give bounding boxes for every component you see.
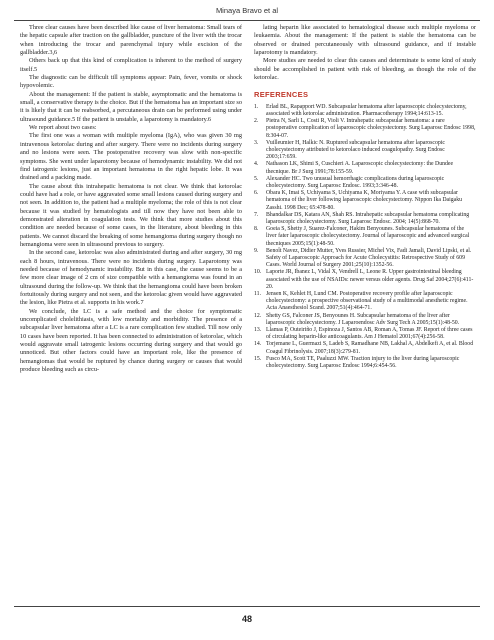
reference-item (254, 313, 476, 327)
references-heading: REFERENCES (254, 90, 309, 100)
reference-number: 3. (254, 139, 259, 146)
reference-text: Shetty GS, Falconer JS, Benyounes H. Subcapsular hematoma of the liver after laparoscopic cholecystectomy. J Laparoendosc Adv Surg Tech A 2005;15(1):48-50. (266, 312, 460, 326)
header-rule (14, 20, 480, 21)
reference-number: 1. (254, 103, 259, 110)
reference-text: Llamas P, Outeiriño J, Espinoza J, Santos AB, Roman A, Tomas JF. Report of three cases of circulating heparin-like anticoagulants. Am J Hematol 2001;67(4):256-58. (266, 327, 473, 341)
body-paragraph: The first one was a woman with multiple myeloma (IgA), who was given 30 mg intravenous ketorolac during and after surgery. There were no incidents during surgery and no lesions were seen. The postoperative recovery was slow with non-specific symptoms. She went under laparotomy because of hemodynamic instability. We did not find iatrogenic lesions, just an important hematoma in the right hepatic lobe. It was drained and a packing made. (20, 132, 242, 182)
body-paragraph: The cause about this intrahepatic hematoma is not clear. We think that ketorolac could have had a role, or have aggravated some small lesions caused during surgery and not seen. In addition to, the patient had a multiple myeloma; the role of this is not clear because it was studied by hematologists and till now they have not been able to demonstrated alteration in coagulation tests. We think that more studies about this condition are needed because of some cases, in the literature, about bleeding in this patients. We cannot discard the breaking of some hemangioma during surgery though no hemangioma were seen in ultrasound previous to surgery. (20, 182, 242, 248)
page-number: 48 (241, 614, 252, 624)
reference-text: Erlad BL, Rapapport WD. Subcapsular hematoma after laparoscopic cholecystectomy, associated with ketorolac administration. Pharmacotherapy 1994;14:613-15. (266, 103, 467, 117)
body-paragraph: Three clear causes have been described like cause of liver hematoma: Small tears of the hepatic capsule after traction on the gallbladder, puncture of the liver with the trocar when introducing the trocar and parenchymal injury while excision of the gallbladder.3,6 (20, 24, 242, 57)
body-paragraph: We report about two cases: (29, 124, 97, 132)
reference-item (254, 269, 476, 291)
reference-text: Bhandalkar DS, Katara AN, Shah RS. Intrahepatic subcapsular hematoma complicating laparoscopic cholecystectomy. Surg Laparosc Endosc. 2004; 14(5):868-70. (266, 211, 470, 225)
reference-number: 5. (254, 175, 259, 182)
reference-text: Jensen K, Kehlet H, Lund CM. Postoperative recovery profile after laparoscopic cholecystectomy: a prospective observational study of a multimodal anesthetic regime. Acta Anaesthesiol Scand. 2007;51(4):464-71. (266, 291, 468, 312)
reference-text: Vuilleumier H, Halkic N. Ruptured subcapsular hematoma after laparoscopic cholecystectomy attributed to ketorolaco induced coagulopathy. Surg Endosc 2003;17:659. (266, 139, 445, 161)
reference-item (254, 176, 476, 190)
reference-item (254, 248, 476, 270)
reference-number: 9. (254, 247, 259, 254)
reference-item (254, 226, 476, 248)
reference-item (254, 291, 476, 313)
reference-text: Pietra N, Sarli L, Costi R, Violi V. Intrahepatic subcapsular hematoma: a rare postoperative complication of laparoscopic cholecystectomy. Surg Laparosc Endosc 1998, 8:304-07. (266, 118, 476, 139)
reference-item (254, 161, 476, 175)
running-header: Minaya Bravo et al (215, 6, 279, 15)
right-column (254, 24, 476, 604)
reference-item (254, 212, 476, 226)
reference-number: 13. (254, 327, 262, 334)
reference-number: 11. (254, 291, 262, 298)
body-paragraph: Others back up that this kind of complication is inherent to the method of surgery itself.5 (20, 57, 242, 73)
reference-number: 12. (254, 312, 262, 319)
left-column (20, 24, 242, 604)
reference-text: Torjemane L, Guermazi S, Ladeb S, Ramadhane NB, Lakhal A, Abdelkefi A, et al. Blood Coagul Fibrinolysis. 2007;18(3):279-81. (266, 341, 474, 355)
reference-number: 15. (254, 355, 262, 362)
reference-item (254, 104, 476, 118)
reference-text: Laporte JR, Ibanez L, Vidal X, Vendrell L, Leone R. Upper gastrointestinal bleeding associated with the use of NSAIDs: newer versus older agents. Drug Saf 2004;27(6):411-20. (266, 269, 474, 290)
reference-number: 10. (254, 269, 262, 276)
reference-number: 6. (254, 190, 259, 197)
body-paragraph: The diagnostic can be difficult till symptoms appear: Pain, fever, vomits or shock hypovolemic. (20, 74, 242, 90)
reference-text: Alexander HC. Two unusual hemorrhagic complications during laparoscopic cholecystectomy. Surg Laparosc Endosc. 1993;3:346-48. (266, 175, 445, 189)
reference-number: 8. (254, 226, 259, 233)
reference-item (254, 356, 476, 370)
body-paragraph: In the second case, ketorolac was also administrated during and after surgery, 30 mg each 8 hours, intravenous. There were no incidents during surgery. Laparotomy was needed because of hemodynamic instability. But in this case, the cause seems to be a few more clear image of 2 cm of size compatible with a hemangioma was found in an ultrasound during the follow-up. We think that the hemangioma could have been broken fortuitously during surgery and not seen, and the ketorolac given would have aggravated the lesion, like Pietra et al. supports in his work.7 (20, 249, 242, 307)
reference-number: 7. (254, 211, 259, 218)
reference-item (254, 140, 476, 162)
reference-item (254, 327, 476, 341)
reference-text: Benoît Navez, Didier Mutter, Yves Russier, Michel Vix, Fadi Jamali, David Lipski, et al. Safety of Laparoscopic Approach for Acute Cholecystitis: Retrospective Study of 609 Cases. World Journal of Surgery 2001;25(10):1352-56. (266, 247, 472, 269)
body-paragraph: lating heparin like associated to hematological disease such multiple myeloma or leukaemia. About the management: If the patient is stable the hematoma can be observed or drained percutaneously with ultrasound guidance, and if instable laparotomy is mandatory. (254, 24, 476, 57)
right-column-paragraphs (254, 24, 476, 82)
references-list (254, 104, 476, 371)
body-paragraph: We conclude, the LC is a safe method and the choice for symptomatic uncomplicated cholelithiasis, with low mortality and morbidity. The presence of a subcapsular liver hematoma after a LC is a rare complication few studied. Till now only 10 cases have been reported. It has been connected to administration of ketorolac, which would aggravate small iatrogenic lesions occurring during surgery and that would go unnoticed. But other factors could have an important role, like the presence of hemangiomas that would be ruptured by chance during surgery or causes that would produce bleeding such as circu- (20, 307, 242, 374)
body-paragraph: About the management: If the patient is stable, asymptomatic and the hematoma is small, a conservative therapy is the choice. But if the hematoma has an important size so it is likely that it can be reabsorbed, a percutaneous drain can be performed using under ultrasound guidance.5 If the patient is unstable, a laparotomy is mandatory.6 (20, 90, 242, 123)
reference-number: 4. (254, 161, 259, 168)
reference-item (254, 341, 476, 355)
reference-number: 2. (254, 118, 259, 125)
reference-text: Goeia S, Shetty J, Suarez-Falconer, Hakim Benyounes. Subcapsular hematoma of the liver fater laparoscopic cholecystectomy. Journal of laparoscopic and advanced surgical thecniques 2005;15(1):48-50. (266, 226, 470, 247)
reference-item (254, 118, 476, 140)
footer-rule (14, 606, 480, 607)
reference-item (254, 190, 476, 212)
reference-text: Fusco MA, Scott TE, Paaluzzi MW. Traction injury to the liver during laparoscopic cholecystectomy. Surg Laparosc Endosc 1994;6:454-56. (266, 355, 460, 370)
reference-text: Obara K, Imai S, Uchiyama S, Uchiyama K, Moriyama Y. A case with subcapsular hematoma of the liver following laparoscopic cholecystectomy. Nippon Ika Daigaku Zasshi. 1998 Dec; 65:478-80. (266, 190, 463, 211)
reference-number: 14. (254, 341, 262, 348)
body-paragraph: More studies are needed to clear this causes and determinate is some kind of study should be accomplished in patient with risk of bleeding, as though the role of the ketorolac. (254, 57, 476, 82)
reference-text: Nathason LK, Shimi S, Cuschieri A. Laparoscopic cholecystectomy: the Dundee thecnique. Br J Surg 1991;78:155-59. (266, 161, 454, 175)
